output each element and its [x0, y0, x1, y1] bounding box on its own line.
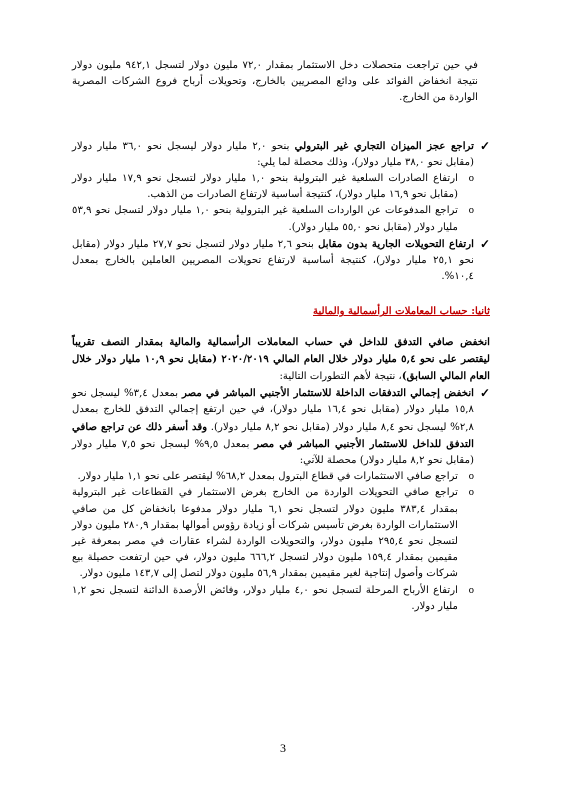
- checkmark-icon: ✓: [479, 236, 490, 251]
- sub-item-text: ارتفاع الأرباح المرحلة لتسجل نحو ٤,٠ مليار دولار، وفائض الأرصدة الدائنة لتسجل نحو ١,٢ مليار دولار.: [72, 584, 458, 612]
- section-lead-paragraph: [72, 334, 490, 386]
- lead-text: ، نتيجة لأهم التطورات التالية:: [279, 371, 402, 383]
- sub-item-text: تراجع صافي الاستثمارات في قطاع البترول بمعدل ٦٨,٢% ليقتصر على نحو ١,١ مليار دولار.: [77, 471, 458, 483]
- sub-item-text: تراجع المدفوعات عن الواردات السلعية غير البترولية بنحو ١,٠ مليار دولار لتسجل نحو ٥٣,٩ مليار دولار (مقابل نحو ٥٥,٠ مليار دولار).: [72, 205, 458, 233]
- circle-bullet-icon: o: [468, 488, 474, 499]
- bullet-text-end: بمعدل ٩,٥% ليسجل نحو ٧,٥ مليار دولار (مقابل نحو ٨,٢ مليار دولار) محصلة للآتي:: [72, 438, 474, 467]
- checkmark-icon: ✓: [479, 386, 490, 401]
- page-number: 3: [280, 741, 286, 755]
- sub-item-text: ارتفاع الصادرات السلعية غير البترولية بنحو ١,٠ مليار دولار لتسجل نحو ١٧,٩ مليار دولار (مقابل نحو ١٦,٩ مليار دولار)، كنتيجة أساسية لارتفاع الصادرات من الذهب.: [72, 173, 459, 201]
- intro-paragraph: في حين تراجعت متحصلات دخل الاستثمار بمقدار ٧٢,٠ مليون دولار لتسجل ٩٤٢,١ مليون دولار نتيجة انخفاض الفوائد على ودائع المصريين بالخارج، وتحويلات أرباح فروع الشركات المصرية الواردة من الخارج.: [72, 60, 478, 104]
- sub-item-exports: [72, 171, 490, 203]
- bullet-bold-2: وقد أسفر ذلك عن تراجع صافي التدفق للداخل للاستثمار الأجنبي المباشر في مصر: [72, 420, 474, 450]
- sub-item-oil-sector: [72, 469, 490, 485]
- bullet-lead: ارتفاع التحويلات الجارية بدون مقابل: [318, 237, 474, 250]
- sub-item-imports: [72, 203, 490, 235]
- sub-item-nonoil-inflows: [72, 485, 490, 582]
- bullet-text: بمعدل ٣,٤% ليسجل نحو ١٥,٨ مليار دولار (مقابل نحو ١٦,٤ مليار دولار)، في حين ارتفع إجمالي التدفق للخارج بمعدل ٢,٨% ليسجل نحو ٨,٤ مليار دولار (مقابل نحو ٨,٢ مليار دولار).: [72, 388, 475, 433]
- sub-item-retained-earnings: [72, 583, 490, 615]
- bullet-lead: تراجع عجز الميزان التجاري غير البترولي: [294, 139, 474, 152]
- bullet-text: بنحو ٢,٠ مليار دولار ليسجل نحو ٣٦,٠ مليار دولار (مقابل نحو ٣٨,٠ مليار دولار)، وذلك محصلة لما يلي:: [72, 140, 474, 168]
- page-content: [72, 58, 490, 615]
- bullet-nonoil-trade-deficit: [72, 138, 490, 171]
- circle-bullet-icon: o: [468, 585, 474, 596]
- circle-bullet-icon: o: [468, 206, 474, 217]
- bullet-current-transfers: [72, 236, 490, 286]
- lead-bold: انخفض صافي التدفق للداخل في حساب المعاملات الرأسمالية والمالية بمقدار النصف تقريباً ليقتصر على نحو ٥,٤ مليار دولار خلال العام المالي ٢٠٢٠/٢٠١٩ (مقابل نحو ١٠,٩ مليار دولار خلال العام المالي السابق): [72, 335, 490, 383]
- sub-item-text: تراجع صافي التحويلات الواردة من الخارج بغرض الاستثمار في القطاعات غير البترولية بمقدار ٣٨٣,٤ مليون دولار لتسجل نحو ٦,١ مليار دولار مدفوعا بانخفاض كل من صافي الاستثمارات الواردة بغرض تأسيس شركات أو زيادة رؤوس أموالها بمقدار ٢٨٠,٩ مليون دولار لتسجل نحو ٢٩٥,٤ مليون دولار، والتحويلات الواردة لشراء عقارات في مصر بمعرفة غير مقيمين بمقدار ١٥٩,٤ مليون دولار لتسجل ٦٦٦,٢ مليون دولار، في حين ارتفعت حصيلة بيع شركات وأصول إنتاجية لغير مقيمين بمقدار ٥٦,٩ مليون دولار لتصل إلى ١٤٣,٧ مليون دولار.: [72, 487, 458, 580]
- section-heading: ثانيا: حساب المعاملات الرأسمالية والمالية: [313, 305, 490, 318]
- circle-bullet-icon: o: [468, 472, 474, 483]
- bullet-fdi: [72, 385, 490, 469]
- bullet-lead: انخفض إجمالي التدفقات الداخلة للاستثمار الأجنبي المباشر في مصر: [181, 387, 475, 400]
- circle-bullet-icon: o: [468, 174, 474, 185]
- checkmark-icon: ✓: [479, 138, 490, 153]
- bullet-text: بنحو ٢,٦ مليار دولار لتسجل نحو ٢٧,٧ مليار دولار (مقابل نحو ٢٥,١ مليار دولار)، كنتيجة أساسية لارتفاع تحويلات المصريين العاملين بالخارج بمعدل ١٠,٤%.: [72, 238, 474, 283]
